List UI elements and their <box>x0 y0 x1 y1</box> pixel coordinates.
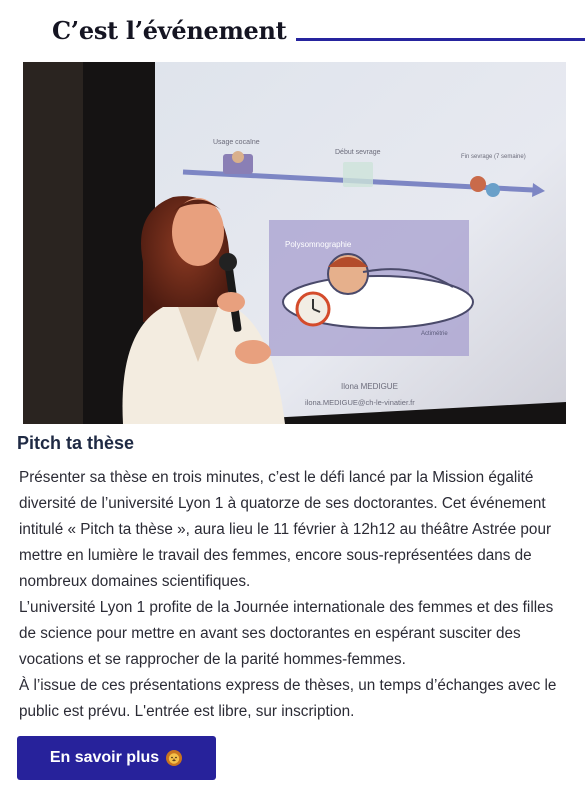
learn-more-button[interactable] <box>17 736 216 780</box>
section-heading: C’est l’événement <box>52 16 287 45</box>
lion-emoji-icon <box>165 749 183 767</box>
article-paragraph: À l’issue de ces présentations express de thèses, un temps d’échanges avec le public est prévu. L'entrée est libre, sur inscription. <box>19 677 557 720</box>
section-header <box>0 0 585 60</box>
article-body <box>19 465 569 725</box>
hero-image <box>23 62 566 424</box>
slide-label-fin: Fin sevrage (7 semaine) <box>461 154 526 160</box>
article-title: Pitch ta thèse <box>17 433 135 453</box>
slide-presenter-email: ilona.MEDIGUE@ch-le-vinatier.fr <box>305 398 415 407</box>
learn-more-label: En savoir plus <box>49 749 160 766</box>
article-paragraph: Présenter sa thèse en trois minutes, c’est le défi lancé par la Mission égalité diversité de l’université Lyon 1 à quatorze de ses doctorantes. Cet événement intitulé « Pitch ta thèse », aura lieu le 11 février à 12h12 au théâtre Astrée pour mettre en lumière le travail des femmes, encore sous-représentées dans de nombreux domaines scientifiques. <box>19 469 552 590</box>
slide-label-usage: Usage cocaïne <box>213 139 260 146</box>
slide-label-actimetry: Actimétrie <box>421 331 448 337</box>
slide-label-debut: Début sevrage <box>335 149 381 156</box>
heading-rule <box>296 38 585 41</box>
presentation-photo <box>23 62 566 424</box>
slide-presenter-name: Ilona MEDIGUE <box>341 382 398 391</box>
slide-label-poly: Polysomnographie <box>285 240 352 249</box>
article-paragraph: L’université Lyon 1 profite de la Journée internationale des femmes et des filles de science pour mettre en avant ses doctorantes en espérant susciter des vocations et se rapprocher de la parité hommes-femmes. <box>19 599 554 668</box>
